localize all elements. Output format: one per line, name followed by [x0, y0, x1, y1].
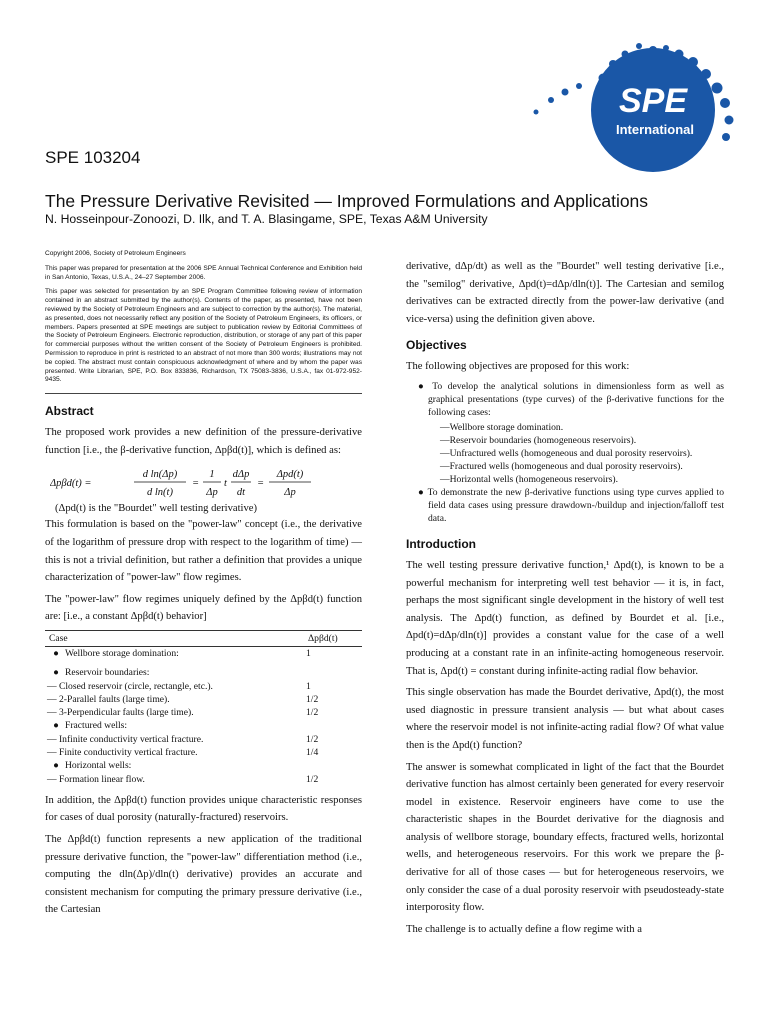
case-value: 1/2 [306, 707, 319, 719]
case-value: 1 [306, 680, 311, 692]
case-label: Reservoir boundaries: [65, 667, 150, 679]
eq-mid: t [224, 478, 227, 490]
bullet-icon: ● [53, 647, 59, 659]
objective-text: To demonstrate the new β-derivative functions using type curves applied to field data cases using pressure drawdown-/buildup and injection/falloff test data. [427, 486, 724, 524]
introduction-paragraph: The well testing pressure derivative function,¹ Δpd(t), is known to be a powerful mechanism for interpreting well test behavior — it is, in fact, perhaps the most significant single development in the history of well test analysis. The Δpd(t) function, as defined by Bourdet et al. [i.e., Δpd(t)=dΔp/dln(t)] provides a constant value for the case of a well producing at a constant rate in an infinite-acting homogeneous reservoir. That is, Δpd(t) = constant during infinite-acting radial flow behavior. [406, 559, 724, 677]
logo-dot [712, 83, 723, 94]
eq-f4-num: Δpd(t) [276, 469, 304, 481]
case-value [304, 666, 362, 679]
case-label: — 3-Perpendicular faults (large time). [47, 707, 194, 719]
introduction-paragraph: The challenge is to actually define a flow regime with a [406, 923, 642, 935]
logo-dot [720, 98, 730, 108]
objectives-heading: Objectives [406, 338, 467, 353]
case-value: 1 [306, 647, 311, 659]
paper-number: SPE 103204 [45, 148, 141, 167]
case-value: 1/2 [306, 773, 319, 785]
objective-subitem: —Wellbore storage domination. [440, 421, 564, 433]
right-column [406, 258, 724, 942]
logo-dot [725, 116, 734, 125]
table-row [45, 646, 362, 660]
logo-dot [722, 133, 730, 141]
eq-f4-den: Δp [284, 487, 296, 499]
eq-equals-1: = [192, 478, 200, 490]
abstract-paragraph: The Δpβd(t) function represents a new application of the traditional pressure derivative function, the "power-law" differentiation method (i.e., computing the dln(Δp)/dln(t) derivative) provides an accurate and consistent mechanism for computing the primary pressure derivative (i.e., the Cartesian [45, 834, 362, 916]
objective-subitem: —Reservoir boundaries (homogeneous reservoirs). [440, 434, 637, 446]
case-value: 1/2 [306, 693, 319, 705]
paper-authors: N. Hosseinpour-Zonoozi, D. Ilk, and T. A. Blasingame, SPE, Texas A&M University [45, 212, 488, 226]
case-label: Fractured wells: [65, 720, 128, 732]
introduction-paragraph: The answer is somewhat complicated in light of the fact that the Bourdet derivative function has almost certainly been generated for every reservoir model in existence. Reservoir engineers have come to use the characteristic shapes in the Bourdet derivative for the diagnosis and analysis of wellbore storage, boundary effects, fractured wells, horizontal wells, and heterogeneous reservoirs. For this work we prepare the β-derivative for all of those cases — but for heterogeneous reservoirs, we only consider the case of a dual porosity reservoir with pseudosteady-state interporosity flow. [406, 761, 724, 914]
paper-title: The Pressure Derivative Revisited — Improved Formulations and Applications [45, 191, 649, 211]
eq-f2-den: Δp [206, 487, 218, 499]
objective-subitem: —Fractured wells (homogeneous and dual porosity reservoirs). [440, 460, 683, 472]
table-row [45, 773, 362, 786]
bullet-icon: ● [53, 667, 59, 679]
case-label: — Formation linear flow. [47, 773, 145, 785]
eq-f2-num: 1 [209, 469, 215, 481]
logo-main-text: SPE [618, 82, 688, 120]
spe-international-logo [521, 40, 749, 175]
review-notice: This paper was selected for presentation by an SPE Program Committee following review of information contained in an abstract submitted by the author(s). Contents of the paper, as presented, have not been reviewed by the Society of Petroleum Engineers and are subject to correction by the author(s). The material, as presented, does not necessarily reflect any position of the Society of Petroleum Engineers, its officers, or members. Papers presented at SPE meetings are subject to publication review by Editorial Committees of the Society of Petroleum Engineers. Electronic reproduction, distribution, or storage of any part of this paper for commercial purposes without the written consent of the Society of Petroleum Engineers is prohibited. Permission to reproduce in print is restricted to an abstract of not more than 300 words; illustrations may not be copied. The abstract must contain conspicuous acknowledgment of where and by whom the paper was presented. Write Librarian, SPE, P.O. Box 833836, Richardson, TX 75083-3836, U.S.A., fax 01-972-952-9435. [45, 288, 362, 384]
case-value: 1/2 [306, 733, 319, 745]
copyright-notice: Copyright 2006, Society of Petroleum Engineers [45, 250, 186, 257]
equation-note: (Δpd(t) is the "Bourdet" well testing derivative) [55, 503, 257, 515]
abstract-paragraph: This formulation is based on the "power-law" concept (i.e., the derivative of the logarithm of pressure drop with respect to the logarithm of time) — this is not a trivial definition, but rather a definition that provides a unique characterization of "power-law" flow regimes. [45, 519, 362, 584]
logo-dot [576, 83, 582, 89]
abstract-paragraph: derivative, dΔp/dt) as well as the "Bourdet" well testing derivative [i.e., the "semilog" derivative, Δpd(t)=dΔp/dln(t)]. The Cartesian and semilog derivatives can be extracted directly from the power-law derivative (and vice-versa) using the definition given above. [406, 261, 724, 325]
introduction-paragraph: This single observation has made the Bourdet derivative, Δpd(t), the most used diagnostic in pressure transient analysis — but what about cases where the reservoir model is not infinite-acting radial flow? Of what value then is the Δpd(t) function? [406, 687, 724, 751]
logo-dot [534, 110, 539, 115]
eq-f3-den: dt [236, 487, 246, 499]
abstract-paragraph: The "power-law" flow regimes uniquely defined by the Δpβd(t) function are: [i.e., a constant Δpβd(t) behavior] [45, 593, 362, 623]
bullet-icon: ● [53, 720, 59, 732]
introduction-heading: Introduction [406, 536, 476, 551]
section-divider [45, 393, 362, 394]
table-row [45, 719, 362, 732]
case-label: Wellbore storage domination: [65, 647, 179, 659]
case-label: Horizontal wells: [65, 760, 132, 772]
table-row [45, 706, 362, 719]
table-header-value: Δpβd(t) [304, 630, 362, 646]
objective-subitem: —Unfractured wells (homogeneous and dual porosity reservoirs). [440, 447, 693, 459]
eq-f1-num: d ln(Δp) [142, 469, 178, 481]
case-label: — 2-Parallel faults (large time). [47, 693, 170, 705]
logo-sub-text: International [615, 122, 695, 137]
table-header-case: Case [45, 630, 304, 646]
logo-dot [562, 89, 569, 96]
table-row [45, 759, 362, 772]
logo-dot [548, 97, 554, 103]
presentation-notice: This paper was prepared for presentation at the 2006 SPE Annual Technical Conference and Exhibition held in San Antonio, Texas, U.S.A., 24–27 September 2006. [45, 264, 362, 281]
flow-regimes-table [45, 630, 362, 786]
table-row [45, 733, 362, 746]
objective-item: ● To demonstrate the new β-derivative functions using type curves applied to field data cases using pressure drawdown-/buildup and injection/falloff test data. [418, 486, 724, 524]
case-label: — Closed reservoir (circle, rectangle, etc.). [47, 680, 213, 692]
bullet-icon: ● [53, 760, 59, 772]
table-row [45, 693, 362, 706]
objective-item: ● To develop the analytical solutions in dimensionless form as well as graphical presentations (type curves) of the β-derivative functions for the following cases: [418, 380, 724, 418]
case-label: — Finite conductivity vertical fracture. [47, 746, 198, 758]
objective-subitem: —Horizontal wells (homogeneous reservoirs). [440, 473, 618, 485]
objectives-list [406, 380, 724, 525]
eq-f3-num: dΔp [232, 469, 250, 481]
abstract-paragraph: In addition, the Δpβd(t) function provides unique characteristic responses for cases of dual porosity (naturally-fractured) reservoirs. [45, 794, 362, 824]
case-value [304, 759, 362, 772]
eq-lhs: Δpβd(t) = [50, 478, 92, 490]
beta-derivative-equation [45, 465, 362, 501]
case-label: — Infinite conductivity vertical fracture. [47, 733, 204, 745]
logo-dot [636, 43, 642, 49]
left-column [45, 250, 362, 923]
table-row [45, 746, 362, 759]
case-value: 1/4 [306, 746, 319, 758]
objectives-intro: The following objectives are proposed for this work: [406, 361, 630, 373]
eq-f1-den: d ln(t) [147, 487, 173, 499]
abstract-paragraph: The proposed work provides a new definition of the pressure-derivative function [i.e., the β-derivative function, Δpβd(t)], which is defined as: [45, 427, 362, 456]
abstract-heading: Abstract [45, 404, 94, 419]
objective-text: To develop the analytical solutions in dimensionless form as well as graphical presentations (type curves) of the β-derivative functions for the following cases: [428, 380, 724, 418]
case-value [304, 719, 362, 732]
table-row [45, 680, 362, 693]
table-row [45, 666, 362, 679]
eq-equals-2: = [257, 478, 265, 490]
